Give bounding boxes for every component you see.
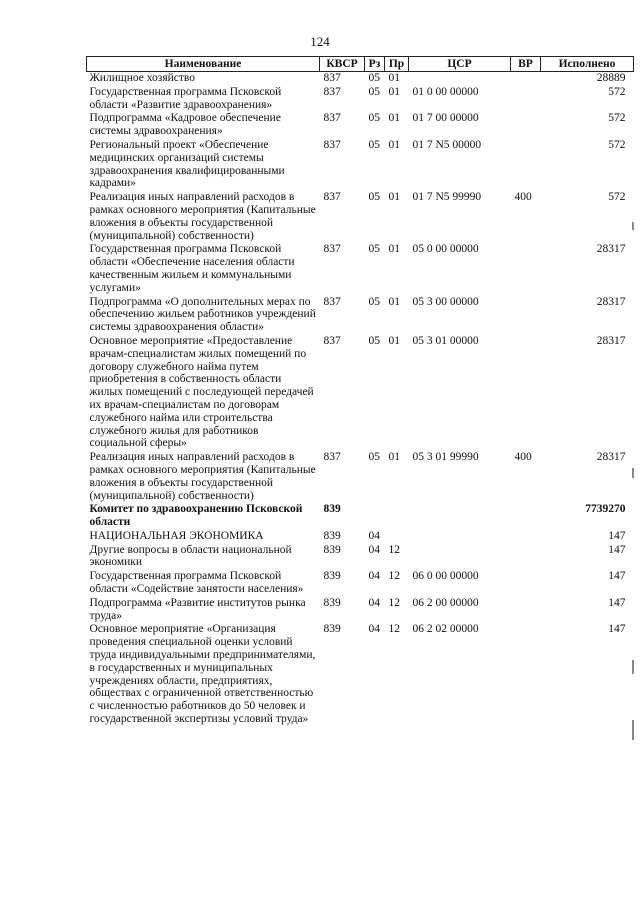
table-row bbox=[87, 544, 634, 571]
cell-name: Комитет по здравоохранению Псковской области bbox=[89, 503, 303, 529]
cell-vr: 400 bbox=[514, 191, 532, 204]
cell-csr bbox=[409, 503, 511, 530]
cell-executed: 28889 bbox=[596, 72, 626, 84]
cell-executed: 572 bbox=[608, 85, 626, 98]
table-row bbox=[87, 139, 634, 191]
table-row bbox=[87, 451, 634, 503]
header-csr: ЦСР bbox=[409, 57, 511, 72]
cell-name: Основное мероприятие «Организация проведения специальной оценки условий труда индивидуальными предпринимателями, в государственных и муниципальных учреждениях области, предприятиях, обществах с ограниченной ответственностью с численностью работников до 50 человек и государственной экспертизы условий труда» bbox=[89, 623, 316, 726]
cell-vr bbox=[511, 296, 541, 335]
cell-name: Подпрограмма «Кадровое обеспечение системы здравоохранения» bbox=[89, 112, 281, 138]
cell-kvsr: 839 bbox=[323, 596, 341, 609]
cell-pr: 01 bbox=[388, 334, 400, 347]
header-pr: Пр bbox=[385, 57, 409, 72]
cell-rz: 04 bbox=[368, 596, 380, 609]
cell-csr: 06 2 00 00000 bbox=[412, 596, 479, 609]
cell-name: Государственная программа Псковской области «Развитие здравоохранения» bbox=[89, 85, 282, 111]
cell-csr: 01 7 00 00000 bbox=[412, 112, 479, 125]
cell-name: Основное мероприятие «Предоставление врачам-специалистам жилых помещений по договору служебного найма путем приобретения в собственность области жилых помещений с последующей передачей их врачам-специалистам по договорам служебного найма или строительства служебного жилья для работников социальной сферы» bbox=[89, 334, 314, 450]
cell-rz: 04 bbox=[368, 529, 380, 542]
cell-vr bbox=[511, 503, 541, 530]
cell-kvsr: 839 bbox=[323, 529, 341, 542]
cell-rz: 05 bbox=[368, 334, 380, 347]
cell-csr: 05 0 00 00000 bbox=[412, 243, 479, 256]
cell-name: Государственная программа Псковской области «Обеспечение населения области качественным жильем и коммунальными услугами» bbox=[89, 243, 295, 294]
cell-rz: 04 bbox=[368, 570, 380, 583]
cell-csr bbox=[409, 530, 511, 544]
cell-kvsr: 839 bbox=[323, 543, 341, 556]
cell-kvsr: 837 bbox=[323, 334, 341, 347]
table-row bbox=[87, 112, 634, 139]
table-row bbox=[87, 296, 634, 335]
cell-rz: 05 bbox=[368, 112, 380, 125]
cell-pr: 01 bbox=[388, 191, 400, 204]
cell-vr bbox=[511, 530, 541, 544]
cell-executed: 147 bbox=[608, 596, 626, 609]
header-vr: ВР bbox=[511, 57, 541, 72]
cell-name: Реализация иных направлений расходов в рамках основного мероприятия (Капитальные вложения в объекты государственной (муниципальной) собственности) bbox=[89, 191, 316, 242]
cell-name: Другие вопросы в области национальной экономики bbox=[89, 543, 292, 569]
cell-pr: 12 bbox=[388, 570, 400, 583]
cell-csr: 06 2 02 00000 bbox=[412, 623, 479, 636]
table-row bbox=[87, 623, 634, 726]
header-name: Наименование bbox=[87, 57, 320, 72]
cell-kvsr: 837 bbox=[323, 243, 341, 256]
cell-executed: 572 bbox=[608, 138, 626, 151]
scan-margin-mark bbox=[632, 468, 634, 478]
cell-vr bbox=[511, 112, 541, 139]
cell-kvsr: 837 bbox=[323, 72, 341, 84]
cell-name: Жилищное хозяйство bbox=[89, 72, 196, 84]
cell-executed: 28317 bbox=[596, 334, 626, 347]
cell-vr bbox=[511, 139, 541, 191]
cell-pr: 01 bbox=[388, 85, 400, 98]
cell-executed: 147 bbox=[608, 623, 626, 636]
table-row bbox=[87, 191, 634, 243]
expenditure-table bbox=[86, 56, 634, 727]
cell-executed: 572 bbox=[608, 191, 626, 204]
cell-rz: 05 bbox=[368, 138, 380, 151]
header-executed: Исполнено bbox=[541, 57, 634, 72]
cell-vr bbox=[511, 243, 541, 295]
cell-executed: 572 bbox=[608, 112, 626, 125]
table-header-row bbox=[87, 57, 634, 72]
cell-vr: 400 bbox=[514, 451, 532, 464]
cell-rz bbox=[365, 503, 385, 530]
cell-vr bbox=[511, 335, 541, 451]
cell-rz: 05 bbox=[368, 243, 380, 256]
cell-kvsr: 839 bbox=[323, 503, 341, 516]
cell-executed: 147 bbox=[608, 529, 626, 542]
cell-name: Реализация иных направлений расходов в рамках основного мероприятия (Капитальные вложения в объекты государственной (муниципальной) собственности) bbox=[89, 451, 316, 502]
table-row bbox=[87, 335, 634, 451]
cell-executed: 28317 bbox=[596, 451, 626, 464]
cell-executed: 28317 bbox=[596, 295, 626, 308]
table-row bbox=[87, 597, 634, 624]
cell-name: НАЦИОНАЛЬНАЯ ЭКОНОМИКА bbox=[89, 529, 264, 542]
cell-csr: 01 0 00 00000 bbox=[412, 85, 479, 98]
cell-csr: 05 3 01 99990 bbox=[412, 451, 479, 464]
cell-rz: 05 bbox=[368, 72, 380, 84]
cell-kvsr: 837 bbox=[323, 295, 341, 308]
cell-pr: 01 bbox=[388, 112, 400, 125]
cell-pr bbox=[385, 503, 409, 530]
cell-pr bbox=[385, 530, 409, 544]
cell-vr bbox=[511, 623, 541, 726]
cell-name: Региональный проект «Обеспечение медицинских организаций системы здравоохранения квалифицированными кадрами» bbox=[89, 138, 285, 190]
header-kvsr: КВСР bbox=[320, 57, 365, 72]
cell-executed: 28317 bbox=[596, 243, 626, 256]
cell-kvsr: 839 bbox=[323, 570, 341, 583]
table-row bbox=[87, 570, 634, 597]
cell-pr: 01 bbox=[388, 72, 400, 84]
table-row bbox=[87, 86, 634, 113]
scan-margin-mark bbox=[632, 660, 634, 674]
cell-pr: 01 bbox=[388, 295, 400, 308]
cell-pr: 12 bbox=[388, 543, 400, 556]
cell-csr bbox=[409, 72, 511, 86]
cell-kvsr: 837 bbox=[323, 138, 341, 151]
header-rz: Рз bbox=[365, 57, 385, 72]
cell-kvsr: 837 bbox=[323, 451, 341, 464]
cell-pr: 12 bbox=[388, 623, 400, 636]
cell-vr bbox=[511, 597, 541, 624]
cell-name: Государственная программа Псковской области «Содействие занятости населения» bbox=[89, 570, 304, 596]
cell-vr bbox=[511, 570, 541, 597]
cell-kvsr: 837 bbox=[323, 85, 341, 98]
cell-executed: 147 bbox=[608, 570, 626, 583]
cell-kvsr: 839 bbox=[323, 623, 341, 636]
cell-vr bbox=[511, 544, 541, 571]
cell-executed: 147 bbox=[608, 543, 626, 556]
cell-kvsr: 837 bbox=[323, 191, 341, 204]
cell-pr: 01 bbox=[388, 451, 400, 464]
table-row bbox=[87, 243, 634, 295]
cell-csr: 01 7 N5 00000 bbox=[412, 138, 482, 151]
cell-rz: 05 bbox=[368, 451, 380, 464]
cell-csr: 05 3 00 00000 bbox=[412, 295, 479, 308]
cell-rz: 05 bbox=[368, 191, 380, 204]
cell-csr: 06 0 00 00000 bbox=[412, 570, 479, 583]
cell-csr bbox=[409, 544, 511, 571]
scan-margin-mark bbox=[632, 222, 634, 230]
page-number: 124 bbox=[310, 34, 330, 49]
cell-rz: 04 bbox=[368, 623, 380, 636]
cell-kvsr: 837 bbox=[323, 112, 341, 125]
cell-rz: 05 bbox=[368, 295, 380, 308]
cell-rz: 04 bbox=[368, 543, 380, 556]
cell-csr: 01 7 N5 99990 bbox=[412, 191, 482, 204]
cell-name: Подпрограмма «О дополнительных мерах по обеспечению жильем работников учреждений системы здравоохранения области» bbox=[89, 295, 316, 334]
cell-name: Подпрограмма «Развитие институтов рынка труда» bbox=[89, 596, 306, 622]
table-body bbox=[87, 72, 634, 727]
cell-vr bbox=[511, 86, 541, 113]
scan-margin-mark bbox=[632, 720, 634, 740]
cell-pr: 01 bbox=[388, 243, 400, 256]
table-row bbox=[87, 72, 634, 86]
cell-pr: 01 bbox=[388, 138, 400, 151]
cell-rz: 05 bbox=[368, 85, 380, 98]
cell-csr: 05 3 01 00000 bbox=[412, 334, 479, 347]
table-row bbox=[87, 530, 634, 544]
cell-executed: 7739270 bbox=[585, 503, 626, 516]
cell-vr bbox=[511, 72, 541, 86]
cell-pr: 12 bbox=[388, 596, 400, 609]
table-row bbox=[87, 503, 634, 530]
